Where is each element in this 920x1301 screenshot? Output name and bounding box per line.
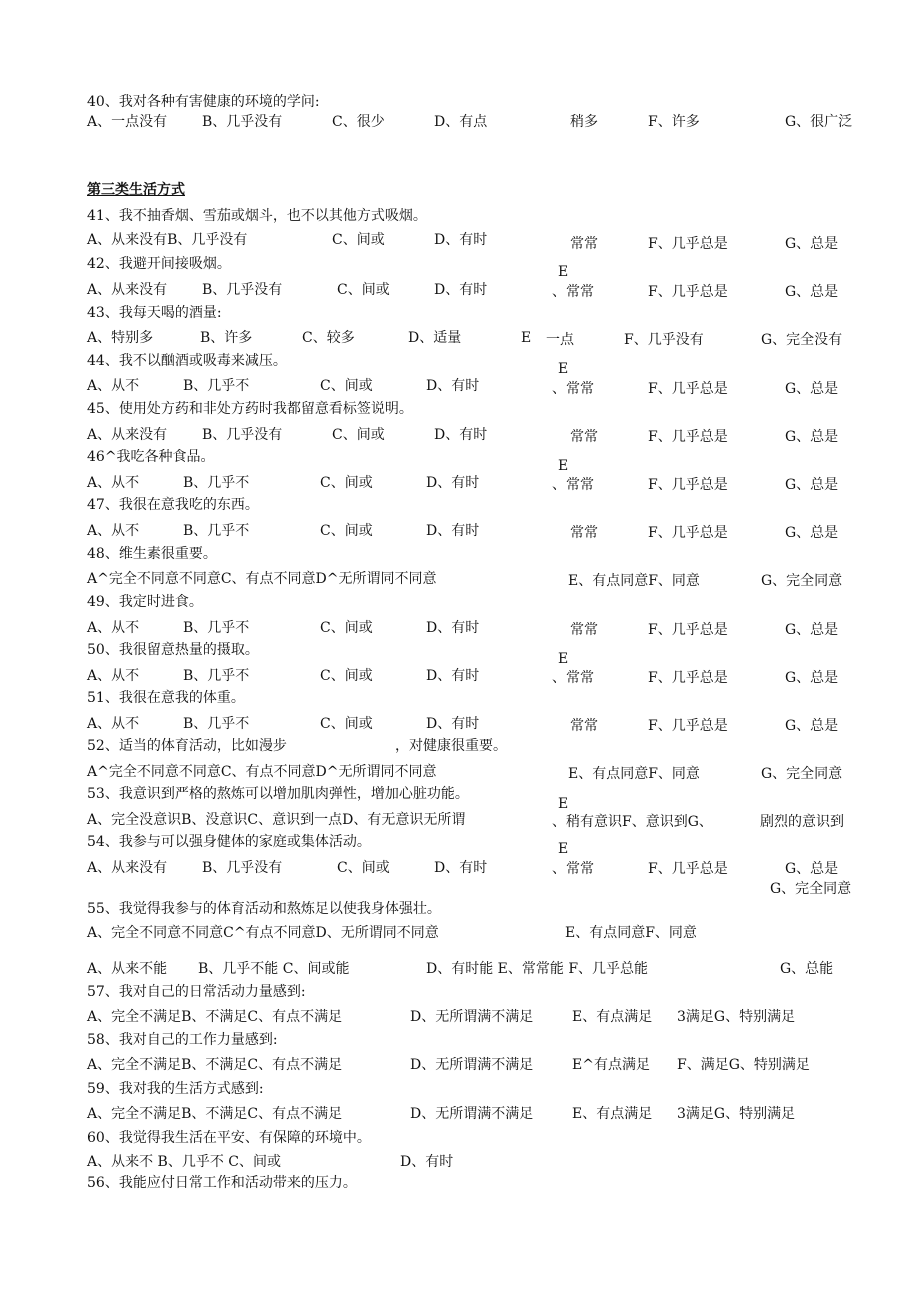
- text-line: D、有时: [434, 232, 488, 248]
- text-line: A、从来没有: [87, 860, 168, 876]
- text-line: C、间或: [320, 475, 373, 491]
- text-line: A、从来没有B、几乎没有: [87, 232, 248, 248]
- text-line: A、特别多: [87, 330, 154, 346]
- text-line: 、常常: [552, 477, 594, 493]
- text-line: B、许多: [200, 330, 253, 346]
- text-line: A、从来不能: [87, 961, 168, 977]
- text-line: 常常: [570, 236, 598, 252]
- text-line: A、完全不满足B、不满足C、有点不满足: [87, 1009, 343, 1025]
- text-line: A、从不: [87, 716, 140, 732]
- text-line: D、有时: [434, 427, 488, 443]
- text-line: D、有时: [400, 1154, 454, 1170]
- text-line: 、常常: [552, 284, 594, 300]
- text-line: D、有时: [434, 860, 488, 876]
- text-line: D、有时: [426, 716, 480, 732]
- text-line: 47、我很在意我吃的东西。: [87, 497, 259, 513]
- text-line: F、几乎总是: [648, 861, 728, 877]
- text-line: 、常常: [552, 861, 594, 877]
- text-line: 常常: [570, 718, 598, 734]
- text-line: D、有点: [434, 114, 488, 130]
- text-line: G、总是: [785, 622, 839, 638]
- text-line: B、几乎不: [183, 523, 250, 539]
- text-line: C、间或: [320, 716, 373, 732]
- text-line: G、完全同意: [770, 881, 852, 897]
- text-line: C、间或: [337, 860, 390, 876]
- text-line: 60、我觉得我生活在平安、有保障的环境中。: [87, 1130, 371, 1146]
- text-line: 56、我能应付日常工作和活动带来的压力。: [87, 1175, 357, 1191]
- text-line: F、几乎总是: [648, 525, 728, 541]
- text-line: E: [558, 264, 569, 280]
- text-line: E、有点满足: [572, 1106, 653, 1122]
- text-line: 、常常: [552, 381, 594, 397]
- text-line: 43、我每天喝的酒量:: [87, 305, 222, 321]
- text-line: F、几乎总是: [648, 284, 728, 300]
- text-line: C、较多: [302, 330, 355, 346]
- text-line: C、间或: [332, 232, 385, 248]
- text-line: F、几乎总是: [648, 381, 728, 397]
- text-line: E、有点满足: [572, 1009, 653, 1025]
- text-line: G、总是: [785, 477, 839, 493]
- text-line: E、有点同意F、同意: [568, 766, 700, 782]
- text-line: A、完全不满足B、不满足C、有点不满足: [87, 1106, 343, 1122]
- text-line: C、间或: [320, 523, 373, 539]
- text-line: 53、我意识到严格的熬炼可以增加肌肉弹性，增加心脏功能。: [87, 786, 469, 802]
- text-line: F、几乎没有: [624, 332, 704, 348]
- text-line: A、从来没有: [87, 427, 168, 443]
- text-line: A、从不: [87, 620, 140, 636]
- text-line: C、间或: [337, 282, 390, 298]
- text-line: 常常: [570, 429, 598, 445]
- text-line: A、从不: [87, 668, 140, 684]
- text-line: B、几乎不: [183, 620, 250, 636]
- text-line: G、总是: [785, 429, 839, 445]
- text-line: D、适量: [408, 330, 462, 346]
- text-line: D、无所谓满不满足: [410, 1057, 534, 1073]
- text-line: G、总是: [785, 525, 839, 541]
- text-line: G、总是: [785, 284, 839, 300]
- text-line: G、完全没有: [761, 332, 843, 348]
- text-line: B、几乎不: [183, 668, 250, 684]
- text-line: D、有时: [426, 523, 480, 539]
- text-line: E: [558, 361, 569, 377]
- text-line: C、间或: [320, 620, 373, 636]
- text-line: F、几乎总是: [648, 718, 728, 734]
- text-line: G、总是: [785, 236, 839, 252]
- text-line: A、从来没有: [87, 282, 168, 298]
- text-line: G、总是: [785, 670, 839, 686]
- text-line: E: [558, 841, 569, 857]
- text-line: F、几乎总是: [648, 670, 728, 686]
- text-line: F、几乎总是: [648, 477, 728, 493]
- text-line: C、间或: [320, 668, 373, 684]
- text-line: E: [558, 458, 569, 474]
- text-line: D、有时: [426, 668, 480, 684]
- text-line: D、有时能 E、常常能 F、几乎总能: [426, 961, 649, 977]
- text-line: B、几乎没有: [202, 427, 283, 443]
- text-line: F、几乎总是: [648, 622, 728, 638]
- text-line: G、总是: [785, 861, 839, 877]
- text-line: 49、我定时进食。: [87, 594, 203, 610]
- text-line: 45、使用处方药和非处方药时我都留意看标签说明。: [87, 401, 413, 417]
- text-line: 40、我对各种有害健康的环境的学问:: [87, 94, 320, 110]
- text-line: B、几乎不: [183, 378, 250, 394]
- text-line: A、从不: [87, 475, 140, 491]
- text-line: 58、我对自己的工作力量感到:: [87, 1032, 278, 1048]
- text-line: 常常: [570, 525, 598, 541]
- text-line: B、几乎没有: [202, 860, 283, 876]
- text-line: E、有点同意F、同意: [565, 925, 697, 941]
- text-line: 54、我参与可以强身健体的家庭或集体活动。: [87, 834, 371, 850]
- text-line: 50、我很留意热量的摄取。: [87, 642, 259, 658]
- text-line: D、有时: [426, 620, 480, 636]
- text-line: 51、我很在意我的体重。: [87, 690, 245, 706]
- text-line: C、很少: [332, 114, 385, 130]
- text-line: 46^我吃各种食品。: [87, 449, 215, 465]
- text-line: 常常: [570, 622, 598, 638]
- text-line: 3满足G、特别满足: [677, 1009, 796, 1025]
- text-line: 稍多: [570, 114, 598, 130]
- text-line: A、一点没有: [87, 114, 168, 130]
- text-line: G、完全同意: [761, 766, 843, 782]
- text-line: D、有时: [426, 378, 480, 394]
- text-line: B、几乎没有: [202, 282, 283, 298]
- section-heading: 第三类生活方式: [87, 182, 185, 198]
- text-line: A、从不: [87, 378, 140, 394]
- text-line: 一点: [546, 332, 574, 348]
- text-line: 3满足G、特别满足: [677, 1106, 796, 1122]
- text-line: A、完全没意识B、没意识C、意识到一点D、有无意识无所谓: [87, 812, 466, 828]
- text-line: B、几乎不能 C、间或能: [198, 961, 350, 977]
- text-line: G、完全同意: [761, 573, 843, 589]
- text-line: ，对健康很重要。: [395, 738, 507, 754]
- text-line: E: [558, 796, 569, 812]
- text-line: A、完全不同意不同意C^有点不同意D、无所谓同不同意: [87, 925, 439, 941]
- text-line: 48、维生素很重要。: [87, 546, 217, 562]
- text-line: E^有点满足: [572, 1057, 650, 1073]
- text-line: G、总能: [780, 961, 834, 977]
- text-line: F、几乎总是: [648, 429, 728, 445]
- text-line: B、几乎不: [183, 475, 250, 491]
- text-line: G、总是: [785, 718, 839, 734]
- text-line: C、间或: [332, 427, 385, 443]
- text-line: G、总是: [785, 381, 839, 397]
- text-line: A、从来不 B、几乎不 C、间或: [87, 1154, 282, 1170]
- text-line: F、满足G、特别满足: [677, 1057, 810, 1073]
- text-line: A、完全不满足B、不满足C、有点不满足: [87, 1057, 343, 1073]
- text-line: B、几乎没有: [202, 114, 283, 130]
- text-line: B、几乎不: [183, 716, 250, 732]
- text-line: 57、我对自己的日常活动力量感到:: [87, 984, 306, 1000]
- text-line: G、很广泛: [785, 114, 853, 130]
- text-line: 52、适当的体育活动，比如漫步: [87, 738, 287, 754]
- text-line: F、几乎总是: [648, 236, 728, 252]
- text-line: E: [521, 330, 532, 346]
- text-line: A^完全不同意不同意C、有点不同意D^无所谓同不同意: [87, 571, 437, 587]
- text-line: D、有时: [426, 475, 480, 491]
- text-line: A、从不: [87, 523, 140, 539]
- text-line: D、无所谓满不满足: [410, 1106, 534, 1122]
- text-line: E: [558, 651, 569, 667]
- text-line: C、间或: [320, 378, 373, 394]
- text-line: F、许多: [648, 114, 700, 130]
- text-line: E、有点同意F、同意: [568, 573, 700, 589]
- text-line: 42、我避开间接吸烟。: [87, 256, 231, 272]
- text-line: D、有时: [434, 282, 488, 298]
- text-line: 剧烈的意识到: [760, 814, 844, 830]
- text-line: 、常常: [552, 670, 594, 686]
- text-line: 41、我不抽香烟、雪茄或烟斗，也不以其他方式吸烟。: [87, 208, 427, 224]
- text-line: 44、我不以酗酒或吸毒来减压。: [87, 353, 287, 369]
- text-line: 、稍有意识F、意识到G、: [552, 814, 713, 830]
- text-line: D、无所谓满不满足: [410, 1009, 534, 1025]
- text-line: A^完全不同意不同意C、有点不同意D^无所谓同不同意: [87, 764, 437, 780]
- text-line: 55、我觉得我参与的体育活动和熬炼足以使我身体强壮。: [87, 901, 441, 917]
- text-line: 59、我对我的生活方式感到:: [87, 1081, 264, 1097]
